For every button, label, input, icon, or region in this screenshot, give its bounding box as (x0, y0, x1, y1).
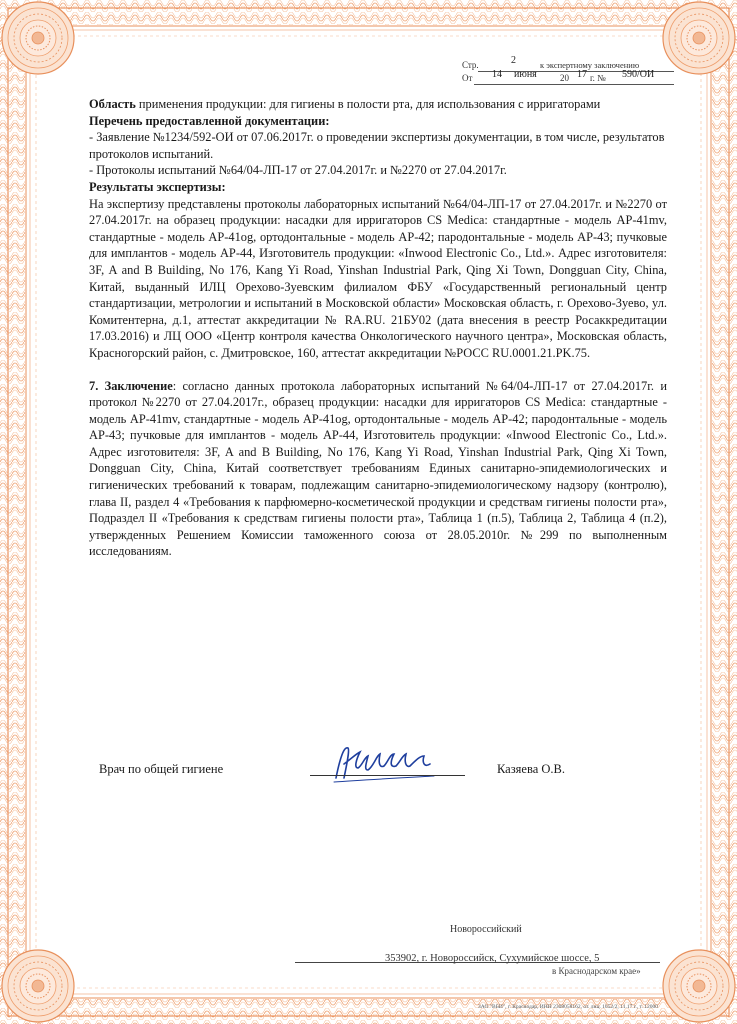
number-label: г. № (590, 73, 606, 83)
signature-line (310, 775, 465, 776)
date-month: июня (514, 69, 537, 80)
year-suffix: 17 (577, 69, 587, 80)
document-item: - Заявление №1234/592-ОИ от 07.06.2017г. о проведении экспертизы документации, в том числе, результатов протоколов испытаний. (89, 130, 665, 161)
conclusion-label: 7. Заключение (89, 378, 173, 393)
footer-region: в Краснодарском крае» (552, 966, 641, 976)
page-number: 2 (511, 55, 516, 66)
printer-info: ЗАО "ВБИ", г. Краснодар, ИНН 2308058162, от. лиц. 1052/2, 11.17 г., т. 12000 (478, 1004, 658, 1010)
conclusion-number: 590/ОИ (622, 69, 655, 80)
signature-image (330, 738, 440, 788)
signatory-name: Казяева О.В. (497, 762, 565, 776)
document-item: - Протоколы испытаний №64/04-ЛП-17 от 27.04.2017г. и №2270 от 27.04.2017г. (89, 163, 507, 178)
year-prefix: 20 (560, 73, 569, 83)
page-prefix: Стр. (462, 60, 479, 70)
results-heading: Результаты экспертизы: (89, 179, 226, 194)
from-prefix: От (462, 73, 473, 83)
area-paragraph (89, 96, 667, 113)
area-text: применения продукции: для гигиены в полости рта, для использования с ирригаторами (135, 97, 601, 111)
conclusion-paragraph (89, 378, 667, 561)
expert-conclusion-ref: к экспертному заключению (540, 60, 640, 70)
date-day: 14 (492, 69, 502, 80)
spacer (89, 362, 667, 378)
conclusion-text: : согласно данных протокола лабораторных испытаний №64/04-ЛП-17 от 27.04.2017г. и протокол №2270 от 27.04.2017г., образец продукции: насадки для ирригаторов CS Medica: стандартные - модель AP-41mv, стандартные - модель AP-41og, ортодонтальные - модель AP-42; пародонтальные - модель AP-43; пучковые для имплантов - модель AP-44, Изготовитель продукции: «Inwood Electronic Co., Ltd.». Адрес изготовителя: 3F, A and B Building, No 176, Kang Yi Road, Yinshan Industrial Park, Qing Xi Town, Dongguan City, China, Китай соответствует требованиям Единых санитарно-эпидемиологических и гигиенических требований к товарам, подлежащим санитарно-эпидемиологическому надзору (контролю), глава II, раздел 4 «Требования к парфюмерно-косметической продукции и средствам гигиены полости рта», Подраздел II «Требования к средствам гигиены полости рта», Таблица 1 (п.5), Таблица 2, Таблица 4 (п.2), утвержденных Решением Комиссии таможенного союза от 28.05.2010г. №299 по выполненным исследованиям. (89, 378, 667, 559)
area-label: Область (89, 97, 136, 111)
footer-address: 353902, г. Новороссийск, Сухумийское шоссе, 5 (385, 953, 600, 964)
signatory-position: Врач по общей гигиене (99, 762, 224, 776)
results-text: На экспертизу представлены протоколы лабораторных испытаний №64/04-ЛП-17 от 27.04.2017г. и №2270 от 27.04.2017г. на образец продукции: насадки для ирригаторов CS Medica: стандартные - модель AP-41mv, стандартные - модель AP-41og, ортодонтальные - модель AP-42; пародонтальные - модель AP-43; пучковые для имплантов - модель AP-44, Изготовитель продукции: «Inwood Electronic Co., Ltd.». Адрес изготовителя: 3F, A and B Building, No 176, Kang Yi Road, Yinshan Industrial Park, Qing Xi Town, Dongguan City, China, Китай, выданный ИЛЦ Орехово-Зуевским филиалом ФБУ «Государственный региональный центр стандартизации, метрологии и испытаний в Московской области» Московская область, г. Орехово-Зуево, ул. Комитентерна, д.1, аттестат аккредитации № RA.RU. 21БУ02 (дата внесения в реестр Росаккредитации 17.03.2016) и ЛЦ ООО «Центр контроля качества Онкологического научного центра», Московская область, Красногорский район, с. Дмитровское, 160, аттестат аккредитации №РОСС RU.0001.21.PK.75. (89, 196, 667, 360)
footer-line (295, 962, 660, 963)
documents-heading: Перечень предоставленной документации: (89, 113, 330, 128)
date-underline (474, 84, 674, 85)
document-body (89, 96, 667, 560)
footer-org: Новороссийский (450, 924, 522, 935)
